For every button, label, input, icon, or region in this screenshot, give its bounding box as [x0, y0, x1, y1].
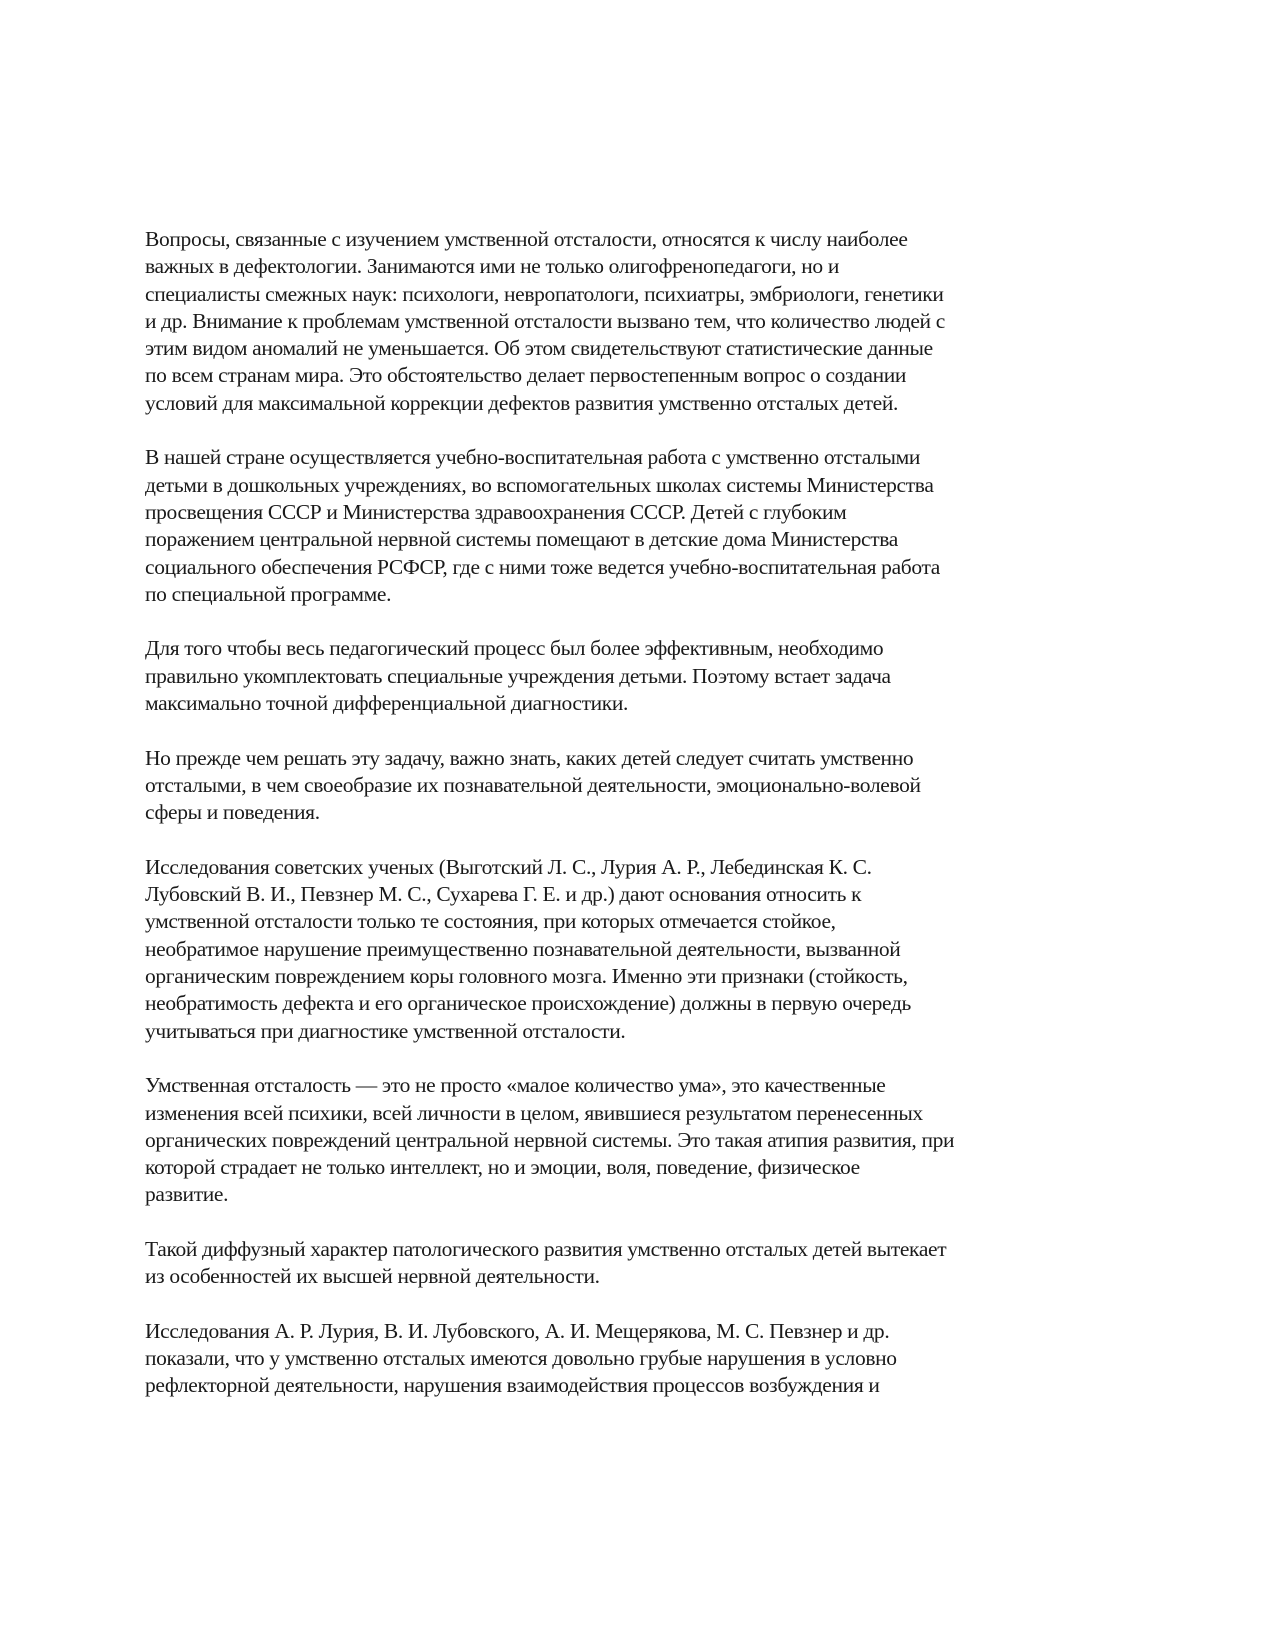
text-line: Умственная отсталость — это не просто «малое количество ума», это качественные [145, 1073, 886, 1098]
text-line: поражением центральной нервной системы помещают в детские дома Министерства [145, 527, 898, 552]
paragraph [145, 745, 1145, 827]
text-line: условий для максимальной коррекции дефектов развития умственно отсталых детей. [145, 390, 898, 415]
paragraph [145, 1072, 1145, 1208]
text-line: из особенностей их высшей нервной деятельности. [145, 1264, 600, 1289]
text-line: Для того чтобы весь педагогический процесс был более эффективным, необходимо [145, 636, 884, 661]
text-line: Исследования А. Р. Лурия, В. И. Лубовского, А. И. Мещерякова, М. С. Певзнер и др. [145, 1318, 890, 1343]
text-line: показали, что у умственно отсталых имеются довольно грубые нарушения в условно [145, 1346, 897, 1371]
text-line: органическим повреждением коры головного мозга. Именно эти признаки (стойкость, [145, 964, 908, 989]
text-line: правильно укомплектовать специальные учреждения детьми. Поэтому встает задача [145, 663, 891, 688]
text-line: максимально точной дифференциальной диагностики. [145, 691, 629, 716]
text-line: необратимое нарушение преимущественно познавательной деятельности, вызванной [145, 936, 901, 961]
paragraph [145, 1318, 1145, 1400]
text-line: умственной отсталости только те состояния, при которых отмечается стойкое, [145, 909, 836, 934]
text-line: Исследования советских ученых (Выготский Л. С., Лурия А. Р., Лебединская К. С. [145, 854, 872, 879]
text-line: рефлекторной деятельности, нарушения взаимодействия процессов возбуждения и [145, 1373, 880, 1398]
document-body [145, 226, 1145, 1427]
text-line: Вопросы, связанные с изучением умственной отсталости, относятся к числу наиболее [145, 227, 908, 251]
paragraph [145, 444, 1145, 608]
text-line: по специальной программе. [145, 581, 392, 606]
paragraph [145, 1236, 1145, 1291]
text-line: просвещения СССР и Министерства здравоохранения СССР. Детей с глубоким [145, 499, 847, 524]
text-line: этим видом аномалий не уменьшается. Об этом свидетельствуют статистические данные [145, 336, 933, 361]
paragraph [145, 226, 1145, 417]
paragraph [145, 635, 1145, 717]
text-line: по всем странам мира. Это обстоятельство делает первостепенным вопрос о создании [145, 363, 907, 388]
text-line: Но прежде чем решать эту задачу, важно знать, каких детей следует считать умственно [145, 745, 914, 770]
text-line: Лубовский В. И., Певзнер М. С., Сухарева Г. Е. и др.) дают основания относить к [145, 882, 862, 907]
paragraph [145, 854, 1145, 1045]
text-line: органических повреждений центральной нервной системы. Это такая атипия развития, при [145, 1127, 955, 1152]
text-line: детьми в дошкольных учреждениях, во вспомогательных школах системы Министерства [145, 472, 934, 497]
text-line: и др. Внимание к проблемам умственной отсталости вызвано тем, что количество людей с [145, 308, 945, 333]
text-line: необратимость дефекта и его органическое происхождение) должны в первую очередь [145, 991, 912, 1016]
text-line: отсталыми, в чем своеобразие их познавательной деятельности, эмоционально-волевой [145, 772, 921, 797]
text-line: изменения всей психики, всей личности в целом, явившиеся результатом перенесенных [145, 1100, 923, 1125]
text-line: развитие. [145, 1182, 229, 1207]
text-line: специалисты смежных наук: психологи, невропатологи, психиатры, эмбриологи, генетики [145, 281, 944, 306]
text-line: учитываться при диагностике умственной отсталости. [145, 1018, 626, 1043]
text-line: В нашей стране осуществляется учебно-воспитательная работа с умственно отсталыми [145, 445, 921, 470]
text-line: сферы и поведения. [145, 800, 320, 825]
text-line: Такой диффузный характер патологического развития умственно отсталых детей вытекает [145, 1236, 947, 1261]
text-line: важных в дефектологии. Занимаются ими не только олигофренопедагоги, но и [145, 254, 839, 279]
text-line: которой страдает не только интеллект, но и эмоции, воля, поведение, физическое [145, 1155, 860, 1180]
text-line: социального обеспечения РСФСР, где с ними тоже ведется учебно-воспитательная работа [145, 554, 940, 579]
